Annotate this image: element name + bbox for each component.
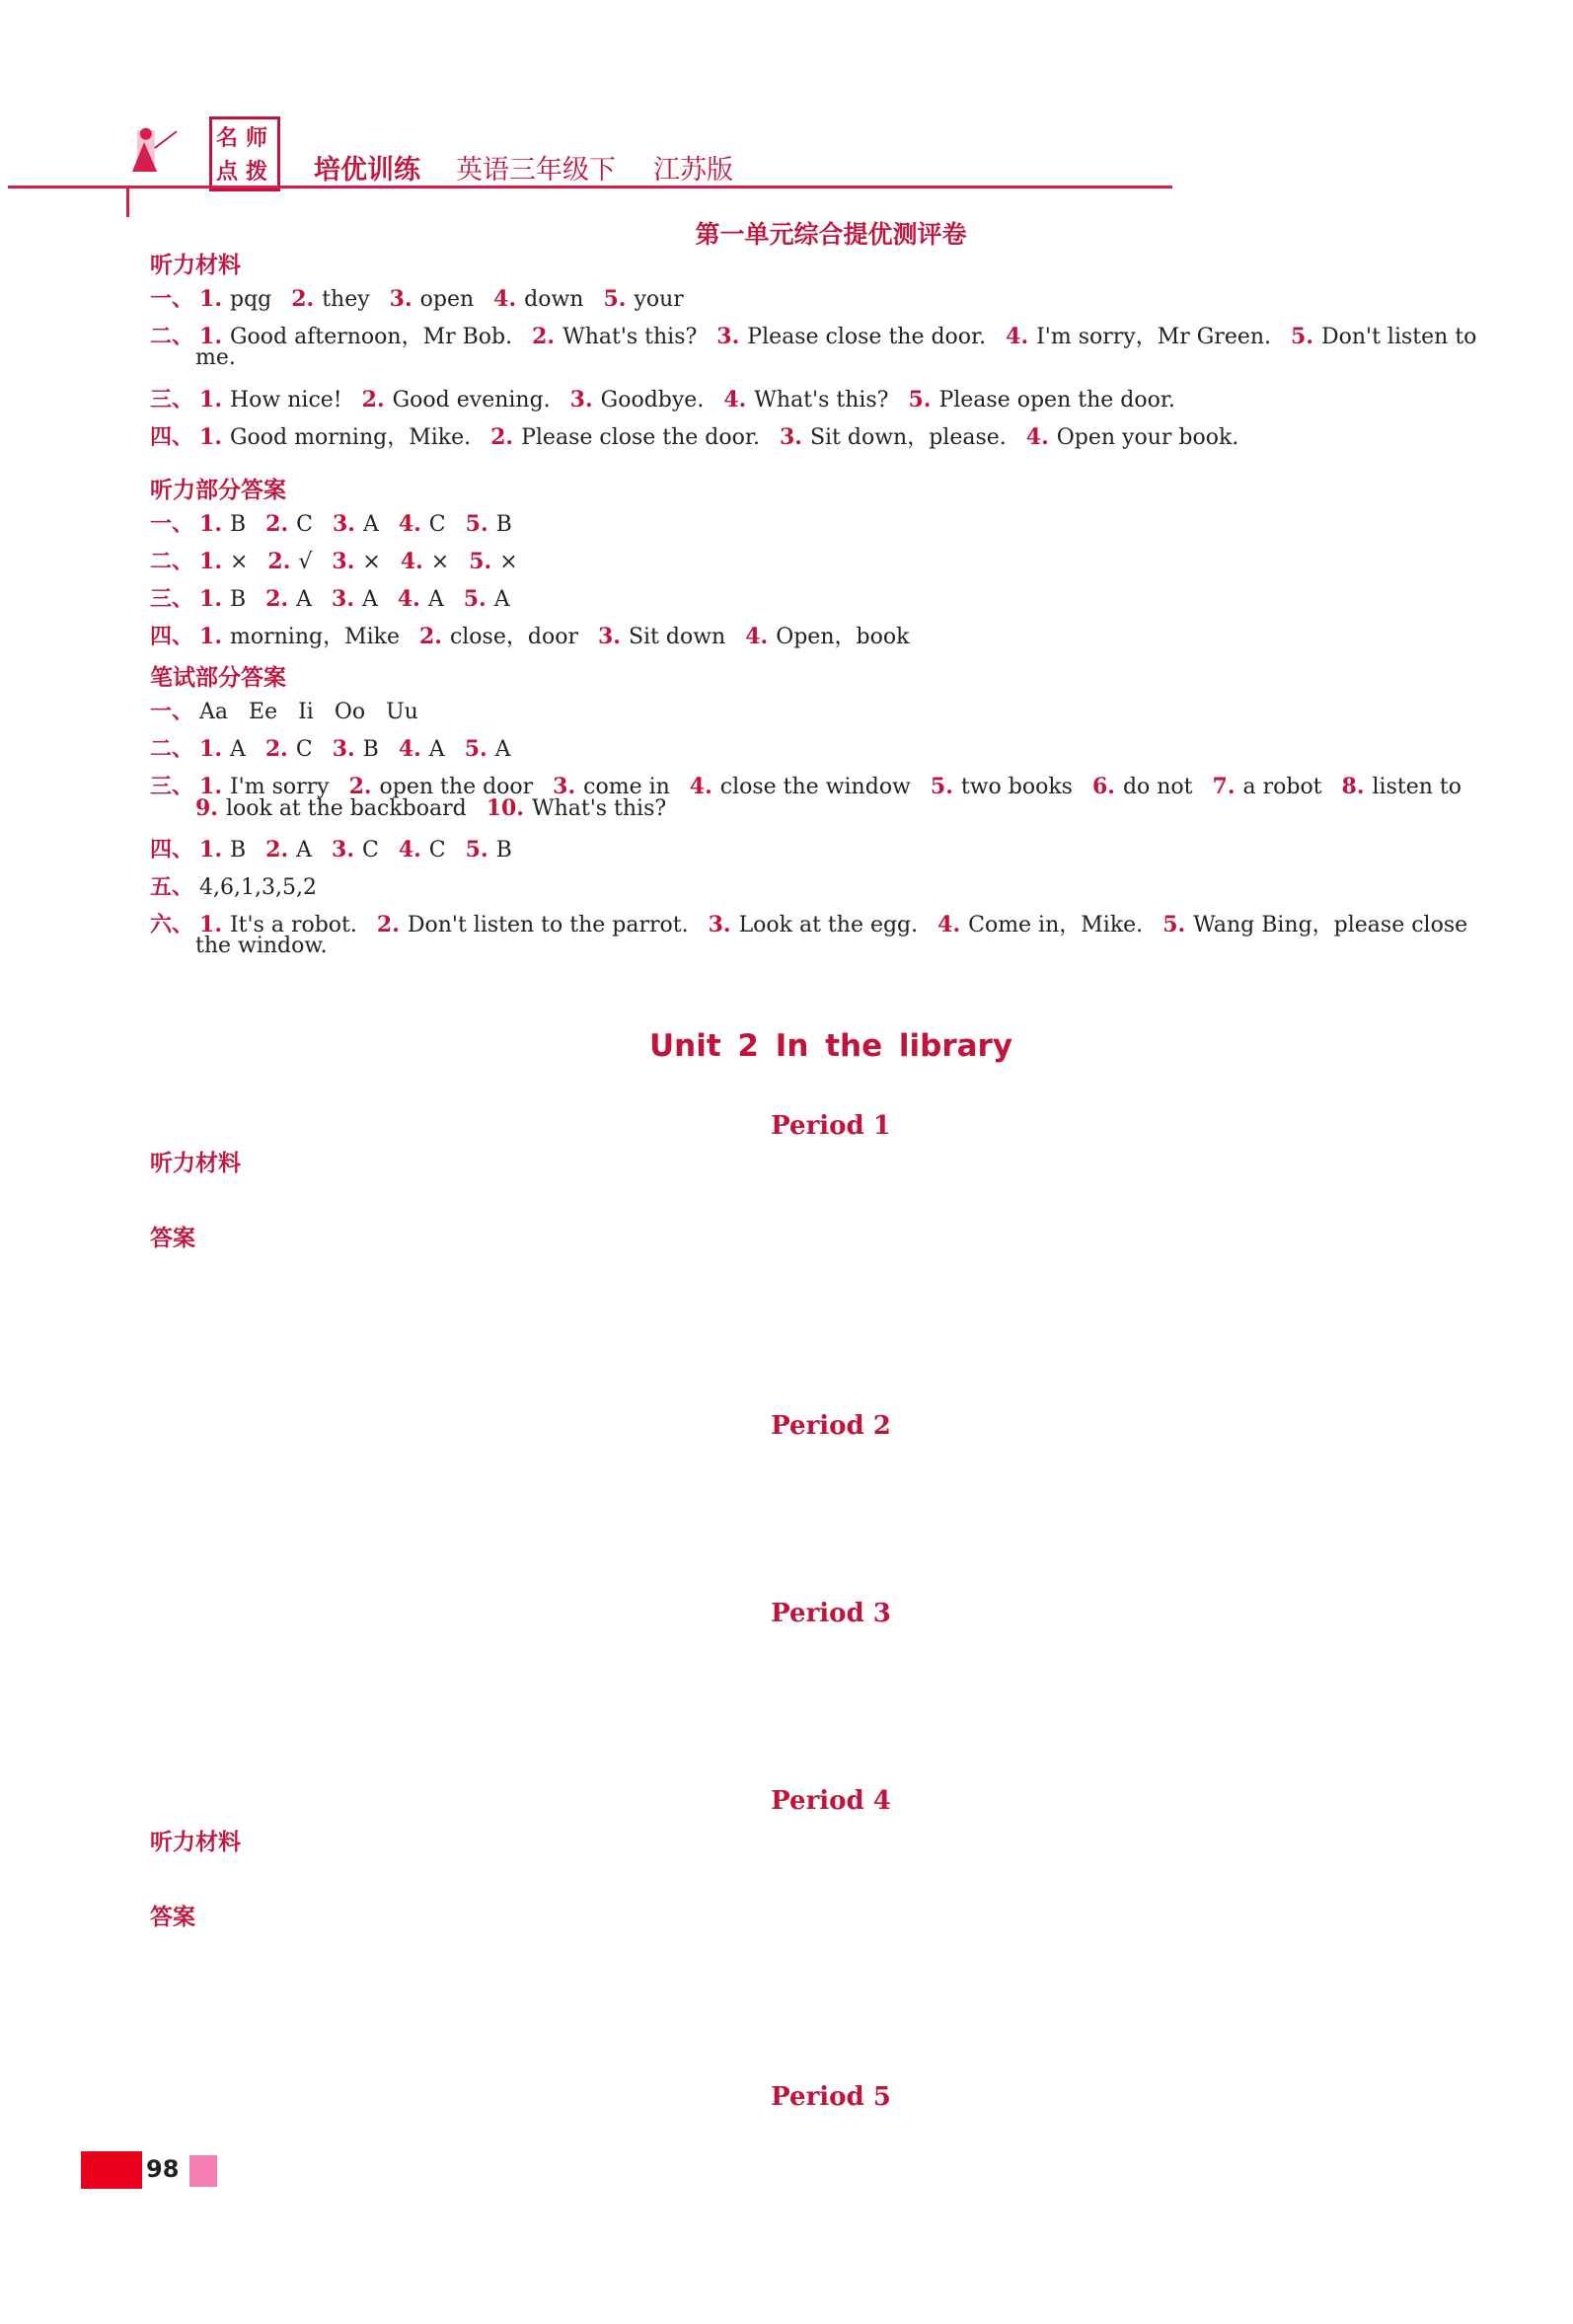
item-answer: B — [362, 737, 379, 762]
page-number: 98 — [146, 2155, 180, 2183]
answer-row-continued: the window. — [195, 934, 328, 958]
heading-answers: 答案 — [150, 1905, 195, 1930]
item-answer: close，door — [449, 625, 578, 649]
item-number: 4. — [493, 286, 517, 312]
item-number: 1. — [199, 286, 222, 312]
item-answer: Don't listen to the parrot. — [407, 913, 689, 937]
header-tick — [126, 186, 129, 217]
item-answer: Oo — [334, 700, 366, 724]
row-label: 三、 — [150, 388, 194, 412]
period-title: Period 4 — [771, 1786, 891, 1816]
item-number: 3. — [332, 549, 355, 574]
item-number: 5. — [463, 586, 487, 612]
item-number: 2. — [348, 774, 372, 799]
page-badge — [81, 2151, 142, 2189]
item-number: 2. — [265, 511, 289, 537]
item-number: 5. — [1291, 324, 1313, 349]
item-answer: Wang Bing，please close — [1193, 913, 1468, 937]
item-number: 2. — [376, 912, 400, 937]
item-answer: listen to — [1372, 775, 1461, 799]
logo-char: 师 — [246, 126, 268, 151]
item-answer: Uu — [386, 700, 418, 724]
row-label: 二、 — [150, 737, 194, 762]
answer-row-continued: me. — [195, 345, 236, 370]
item-answer: A — [229, 737, 246, 762]
item-number: 3. — [597, 624, 621, 649]
item-number: 1. — [199, 774, 222, 799]
item-answer: A — [493, 587, 510, 612]
item-number: 2. — [265, 586, 289, 612]
item-answer: Sit down — [628, 625, 726, 649]
item-number: 4. — [398, 736, 421, 762]
item-number: 2. — [291, 286, 315, 312]
row-label: 四、 — [150, 625, 194, 649]
item-answer: Please close the door. — [747, 325, 987, 349]
item-answer: Open your book. — [1056, 425, 1239, 450]
item-number: 5. — [469, 549, 492, 574]
answer-row — [150, 282, 1492, 313]
item-answer: C — [361, 838, 379, 862]
item-answer: B — [229, 838, 247, 862]
item-answer: look at the backboard — [225, 796, 467, 821]
item-number: 4. — [400, 549, 423, 574]
brand-logo — [209, 116, 280, 191]
item-answer: A — [361, 587, 378, 612]
item-number: 4. — [398, 511, 421, 537]
item-number: 4. — [1025, 424, 1049, 450]
item-answer: close the window — [719, 775, 911, 799]
answer-row-continued — [195, 795, 1537, 821]
item-answer: Look at the egg. — [738, 913, 919, 937]
row-label: 三、 — [150, 587, 194, 612]
item-number: 7. — [1212, 774, 1236, 799]
unit-title: Unit 2 In the library — [648, 1028, 1013, 1064]
item-answer: morning，Mike — [229, 625, 400, 649]
item-answer: Ii — [298, 700, 314, 724]
item-answer: 4,6,1,3,5,2 — [199, 875, 317, 900]
item-answer: B — [495, 838, 512, 862]
heading-listening-material: 听力材料 — [150, 1830, 241, 1855]
row-label: 二、 — [150, 325, 194, 349]
item-answer: A — [494, 737, 511, 762]
page-bar — [189, 2155, 217, 2187]
item-number: 5. — [465, 511, 488, 537]
header-rule — [8, 186, 1172, 188]
item-answer: Please open the door. — [938, 388, 1175, 412]
logo-char: 拨 — [246, 160, 268, 185]
item-number: 3. — [716, 324, 740, 349]
row-label: 一、 — [150, 287, 194, 312]
item-number: 2. — [490, 424, 514, 450]
row-label: 二、 — [150, 550, 194, 574]
item-answer: B — [229, 512, 247, 537]
item-answer: pqg — [229, 287, 272, 312]
item-number: 9. — [195, 795, 218, 821]
item-number: 2. — [418, 624, 442, 649]
item-number: 4. — [397, 586, 420, 612]
book-title: 英语三年级下 — [456, 155, 616, 186]
item-number: 2. — [265, 837, 289, 862]
series-name: 培优训练 — [314, 155, 420, 186]
item-number: 2. — [361, 387, 385, 412]
item-answer: A — [296, 838, 313, 862]
item-number: 5. — [603, 286, 627, 312]
item-answer: I'm sorry — [229, 775, 330, 799]
heading-answers: 答案 — [150, 1226, 195, 1251]
item-answer: Don't listen to — [1321, 325, 1477, 349]
item-number: 4. — [745, 624, 769, 649]
item-number: 5. — [930, 774, 953, 799]
item-number: 1. — [199, 837, 222, 862]
item-number: 4. — [723, 387, 747, 412]
item-number: 4. — [689, 774, 712, 799]
item-number: 4. — [937, 912, 961, 937]
item-answer: × — [430, 550, 450, 574]
answer-row — [150, 870, 1492, 901]
item-answer: A — [362, 512, 379, 537]
period-title: Period 1 — [771, 1111, 891, 1141]
item-answer: down — [524, 287, 584, 312]
item-answer: √ — [298, 550, 313, 574]
item-answer: × — [362, 550, 381, 574]
item-answer: What's this? — [754, 388, 889, 412]
period-title: Period 3 — [771, 1599, 891, 1628]
item-answer: Good evening. — [392, 388, 551, 412]
answer-row — [150, 507, 1492, 538]
item-answer: open — [419, 287, 475, 312]
item-number: 1. — [199, 511, 222, 537]
item-number: 6. — [1091, 774, 1115, 799]
item-answer: Goodbye. — [600, 388, 705, 412]
item-number: 3. — [389, 286, 412, 312]
answer-row — [150, 732, 1492, 763]
item-number: 3. — [708, 912, 731, 937]
answer-row — [150, 582, 1492, 613]
item-number: 1. — [199, 549, 222, 574]
item-number: 1. — [199, 624, 222, 649]
item-answer: × — [229, 550, 249, 574]
item-answer: Good afternoon，Mr Bob. — [229, 325, 513, 349]
item-answer: What's this? — [531, 796, 667, 821]
item-answer: What's this? — [562, 325, 698, 349]
item-number: 5. — [465, 837, 488, 862]
row-label: 四、 — [150, 838, 194, 862]
item-answer: B — [229, 587, 247, 612]
item-number: 8. — [1341, 774, 1365, 799]
item-number: 5. — [464, 736, 487, 762]
item-answer: How nice! — [229, 388, 342, 412]
item-answer: C — [428, 512, 446, 537]
item-number: 4. — [398, 837, 421, 862]
item-answer: × — [499, 550, 518, 574]
item-number: 3. — [332, 736, 355, 762]
item-answer: Good morning，Mike. — [229, 425, 472, 450]
row-label: 六、 — [150, 913, 194, 937]
item-number: 3. — [332, 511, 355, 537]
item-answer: Please close the door. — [521, 425, 760, 450]
item-number: 2. — [532, 324, 556, 349]
heading-written-answers: 笔试部分答案 — [150, 665, 286, 691]
item-number: 1. — [199, 324, 222, 349]
item-answer: A — [296, 587, 313, 612]
item-answer: do not — [1122, 775, 1193, 799]
answer-row — [150, 420, 1492, 451]
item-answer: Come in，Mike. — [968, 913, 1144, 937]
item-answer: your — [634, 287, 684, 312]
item-number: 3. — [569, 387, 593, 412]
item-number: 1. — [199, 736, 222, 762]
row-label: 四、 — [150, 425, 194, 450]
item-answer: a robot — [1242, 775, 1322, 799]
item-number: 3. — [332, 586, 354, 612]
item-answer: open the door — [379, 775, 534, 799]
heading-listening-material: 听力材料 — [150, 253, 241, 278]
answer-row — [150, 695, 1492, 725]
heading-listening-answers: 听力部分答案 — [150, 478, 286, 503]
row-label: 一、 — [150, 512, 194, 537]
item-answer: C — [295, 737, 313, 762]
row-label: 一、 — [150, 700, 194, 724]
logo-char: 名 — [216, 126, 239, 151]
item-number: 3. — [779, 424, 802, 450]
item-answer: B — [495, 512, 512, 537]
answer-row — [150, 545, 1492, 575]
item-number: 4. — [1006, 324, 1029, 349]
item-answer: Open，book — [776, 625, 910, 649]
teacher-figure-icon — [126, 107, 215, 189]
heading-listening-material: 听力材料 — [150, 1151, 241, 1176]
item-answer: It's a robot. — [229, 913, 357, 937]
item-number: 1. — [199, 424, 222, 450]
item-number: 1. — [199, 912, 222, 937]
item-number: 5. — [908, 387, 932, 412]
item-answer: I'm sorry，Mr Green. — [1036, 325, 1272, 349]
section-title: 第一单元综合提优测评卷 — [695, 220, 967, 249]
answer-row — [150, 833, 1492, 863]
item-answer: Aa — [199, 700, 229, 724]
item-answer: C — [428, 838, 446, 862]
item-answer: A — [428, 737, 445, 762]
item-number: 3. — [553, 774, 576, 799]
item-answer: A — [427, 587, 444, 612]
item-number: 5. — [1162, 912, 1186, 937]
row-label: 五、 — [150, 875, 194, 900]
answer-row — [150, 620, 1492, 650]
item-number: 3. — [332, 837, 354, 862]
item-number: 1. — [199, 387, 222, 412]
item-answer: two books — [960, 775, 1073, 799]
item-number: 10. — [486, 795, 524, 821]
period-title: Period 2 — [771, 1411, 891, 1441]
item-answer: C — [296, 512, 313, 537]
item-answer: come in — [583, 775, 670, 799]
item-answer: Ee — [249, 700, 278, 724]
answer-row — [150, 383, 1492, 413]
item-answer: Sit down，please. — [809, 425, 1007, 450]
item-number: 2. — [267, 549, 291, 574]
item-number: 1. — [199, 586, 222, 612]
item-number: 2. — [264, 736, 288, 762]
item-answer: they — [322, 287, 370, 312]
period-title: Period 5 — [771, 2082, 891, 2112]
row-label: 三、 — [150, 775, 194, 799]
edition: 江苏版 — [653, 155, 733, 186]
logo-char: 点 — [216, 160, 239, 185]
